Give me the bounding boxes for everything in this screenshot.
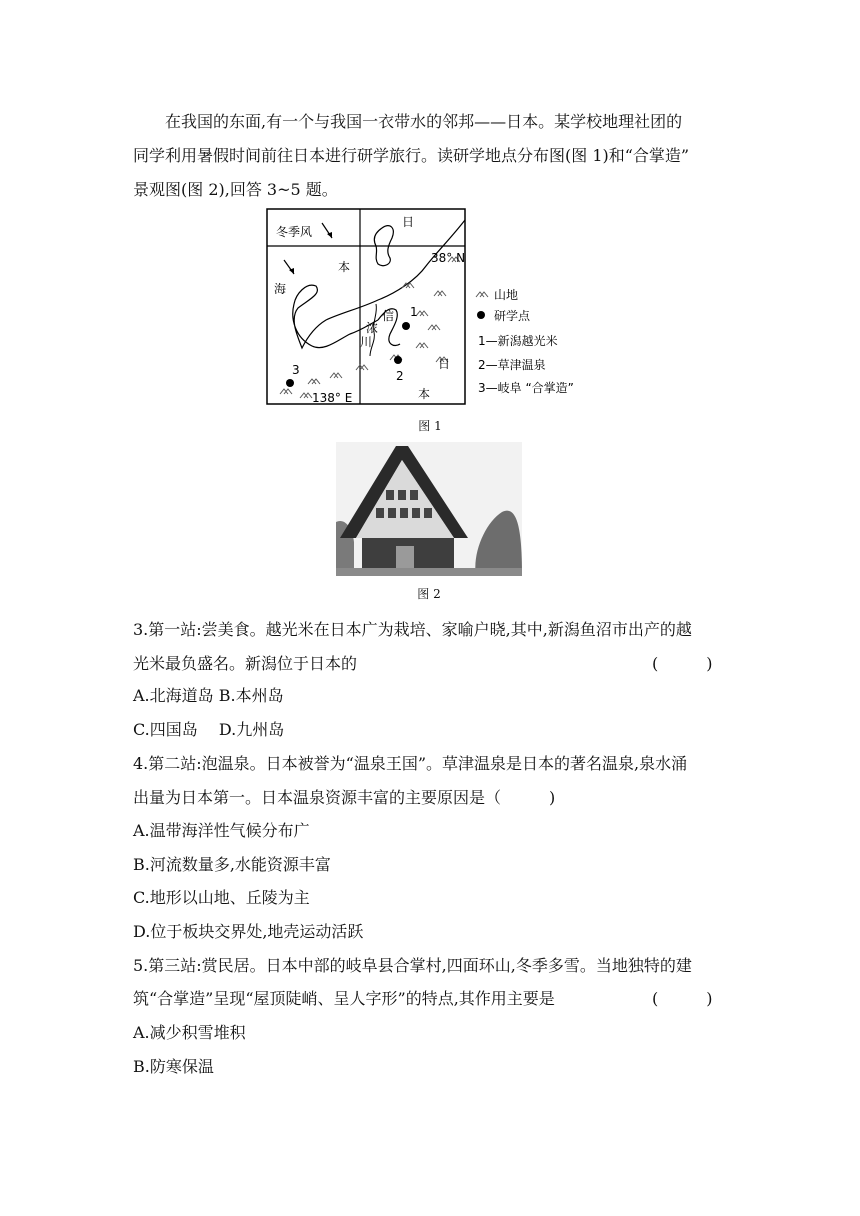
intro-line-2: 同学利用暑假时间前往日本进行研学旅行。读研学地点分布图(图 1)和“合掌造” (133, 146, 690, 165)
label-ri-top: 日 (402, 215, 415, 229)
q4-option-b: B.河流数量多,水能资源丰富 (133, 855, 331, 874)
photo-ground (336, 568, 522, 576)
figure-1-map (266, 208, 626, 408)
q4-option-d: D.位于板块交界处,地壳运动活跃 (133, 922, 364, 941)
legend-mountain-icon (476, 292, 488, 297)
map-legend (476, 287, 574, 395)
label-ben-bottom: 本 (418, 387, 431, 401)
q5-answer-paren: ( ) (652, 989, 713, 1008)
legend-item-2: 2—草津温泉 (478, 358, 546, 372)
legend-point-label: 研学点 (494, 309, 531, 323)
label-sea-hai: 海 (274, 282, 287, 296)
label-point-1: 1 (410, 305, 418, 319)
q3-options-cd: C.四国岛 D.九州岛 (133, 720, 285, 739)
label-ri-right: 日 (438, 357, 451, 371)
q3-options-ab: A.北海道岛 B.本州岛 (133, 686, 284, 705)
legend-item-1: 1—新潟越光米 (478, 334, 558, 348)
figure-1-caption: 图 1 (418, 419, 442, 433)
research-point-2 (394, 356, 402, 364)
q4-option-c: C.地形以山地、丘陵为主 (133, 888, 310, 907)
q3-answer-paren: ( ) (652, 654, 713, 673)
label-longitude: 138° E (312, 391, 353, 405)
label-winter-wind: 冬季风 (276, 225, 313, 239)
q3-line-2: 光米最负盛名。新潟位于日本的 (133, 654, 358, 673)
research-point-3 (286, 379, 294, 387)
research-point-1 (402, 322, 410, 330)
q4-option-a: A.温带海洋性气候分布广 (133, 821, 310, 840)
label-sea-ben: 本 (338, 260, 351, 274)
legend-item-3: 3—岐阜 “合掌造” (478, 381, 574, 395)
label-point-2: 2 (396, 369, 404, 383)
label-xin: 信 (382, 309, 395, 323)
q5-option-b: B.防寒保温 (133, 1057, 214, 1076)
label-point-3: 3 (292, 363, 300, 377)
q5-line-1: 5.第三站:赏民居。日本中部的岐阜县合掌村,四面环山,冬季多雪。当地独特的建 (133, 956, 692, 975)
figure-2-caption: 图 2 (417, 587, 441, 601)
figure-2-photo (336, 442, 522, 576)
q5-option-a: A.减少积雪堆积 (133, 1023, 246, 1042)
legend-mountain-label: 山地 (494, 288, 519, 302)
legend-point-icon (477, 311, 485, 319)
intro-line-1: 在我国的东面,有一个与我国一衣带水的邻邦——日本。某学校地理社团的 (165, 112, 683, 131)
label-river-nong: 浓 (366, 321, 379, 335)
label-latitude: 38° N (431, 251, 466, 265)
q5-line-2: 筑“合掌造”呈现“屋顶陡峭、呈人字形”的特点,其作用主要是 (133, 989, 555, 1008)
label-river-chuan: 川 (360, 335, 373, 349)
q4-line-2: 出量为日本第一。日本温泉资源丰富的主要原因是（ ) (133, 788, 556, 807)
intro-line-3: 景观图(图 2),回答 3~5 题。 (133, 180, 338, 199)
q3-line-1: 3.第一站:尝美食。越光米在日本广为栽培、家喻户晓,其中,新潟鱼沼市出产的越 (133, 620, 692, 639)
q4-line-1: 4.第二站:泡温泉。日本被誉为“温泉王国”。草津温泉是日本的著名温泉,泉水涌 (133, 754, 688, 773)
photo-door (396, 546, 414, 568)
